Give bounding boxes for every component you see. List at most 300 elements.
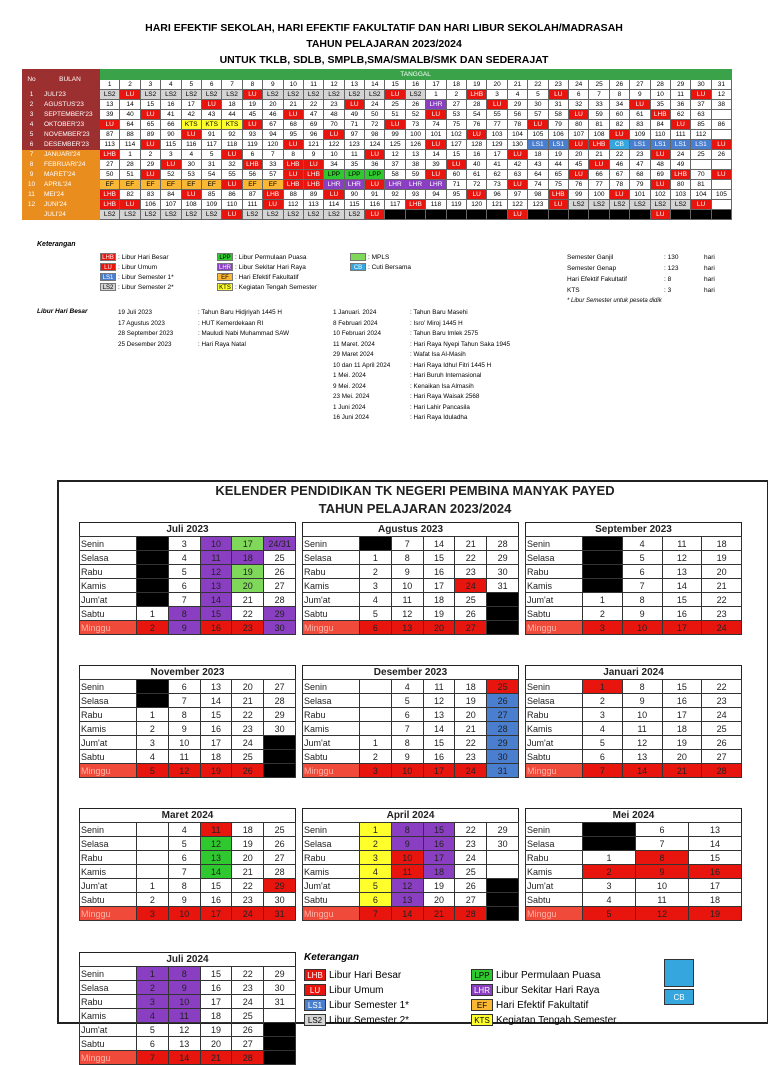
row-no: 2 [23,100,41,110]
day-cell: 28 [120,160,140,170]
holiday-date: 17 Agustus 2023 [118,319,165,327]
day-cell: 101 [426,130,446,140]
tk-date-cell: 15 [200,967,232,981]
day-cell [548,210,568,220]
tk-date-cell: 5 [622,551,662,565]
month-row [23,110,732,120]
tk-date-cell: 1 [137,967,169,981]
legend-swatch: LU [100,263,116,271]
day-cell: 119 [446,200,466,210]
day-header: 11 [303,80,323,90]
tk-date-cell [137,823,169,837]
tk-date-cell: 8 [391,823,423,837]
tk-date-cell: 1 [583,593,623,607]
title-line-3: UNTUK TKLB, SDLB, SMPLB,SMA/SMALB/SMK DAN SEDERAJAT [219,54,549,66]
tk-date-cell: 4 [391,680,423,694]
day-cell: 102 [650,190,670,200]
tk-legend-swatch: LU [304,984,326,996]
tk-date-cell: 13 [200,680,232,694]
day-cell: 84 [650,120,670,130]
tk-day-label: Jum'at [303,879,360,893]
day-cell: LS2 [650,200,670,210]
tk-date-cell: 3 [168,537,200,551]
tk-date-cell: 12 [391,879,423,893]
day-cell: LHR [385,180,405,190]
day-cell: 37 [385,160,405,170]
holiday-date: 25 Desember 2023 [118,340,172,348]
tk-date-cell: 10 [391,579,423,593]
day-cell: 50 [365,110,385,120]
day-cell: 44 [222,110,242,120]
month-row [23,140,732,150]
day-cell: 34 [324,160,344,170]
tk-month-table [79,822,296,921]
day-cell: 87 [100,130,120,140]
day-cell: LU [201,100,221,110]
day-cell: EF [201,180,221,190]
day-cell: 52 [161,170,181,180]
semester-value: : 130 [664,254,679,261]
tk-legend-item [304,969,401,981]
tk-date-cell: 4 [360,865,392,879]
tk-date-cell: 7 [168,865,200,879]
day-cell: LHB [303,180,323,190]
day-cell: LHB [467,90,487,100]
day-cell: LU [263,200,283,210]
month-row [23,180,732,190]
tk-date-cell: 10 [168,995,200,1009]
day-cell: 104 [507,130,527,140]
tk-date-cell: 8 [636,851,689,865]
tk-date-cell: 14 [622,764,662,778]
tk-date-cell [360,708,392,722]
tk-date-cell: 10 [200,537,232,551]
day-cell: LS1 [548,140,568,150]
tk-legend-item [304,999,409,1011]
day-cell: LU [548,200,568,210]
tk-day-label: Senin [526,823,583,837]
day-cell [528,210,548,220]
tk-date-cell: 15 [423,736,455,750]
day-cell: 20 [263,100,283,110]
tk-day-label: Rabu [80,565,137,579]
semester-row [567,274,715,285]
tk-day-label: Senin [303,680,360,694]
semester-note: * Libur Semester untuk peseta didik [567,298,662,304]
holiday-row [333,371,510,382]
tk-legend-text: Libur Semester 2* [329,1014,410,1026]
holiday-date: 1 Juni 2024 [333,403,366,411]
tk-date-cell: 27 [264,851,296,865]
tk-date-cell: 24 [455,764,487,778]
tk-month [525,522,742,635]
tk-date-cell: 6 [168,579,200,593]
tk-day-label: Minggu [80,621,137,635]
tk-date-cell [487,893,519,907]
tk-month-table [525,536,742,635]
day-cell: 10 [650,90,670,100]
tk-date-cell: 25 [487,680,519,694]
day-cell: 14 [426,150,446,160]
tk-day-label: Sabtu [80,1037,137,1051]
tk-date-cell: 12 [391,607,423,621]
day-cell: EF [181,180,201,190]
tk-day-label: Sabtu [303,607,360,621]
day-cell: 4 [181,150,201,160]
holiday-date: 10 dan 11 April 2024 [333,361,391,369]
tk-date-cell: 13 [689,823,742,837]
month-row [23,200,732,210]
tk-month-title: Desember 2023 [302,665,519,679]
day-cell: 99 [568,190,588,200]
tk-date-cell: 24 [702,621,742,635]
tk-date-cell: 2 [137,722,169,736]
tk-date-cell: 16 [423,565,455,579]
day-cell: EF [263,180,283,190]
day-cell: LS2 [100,90,120,100]
holiday-list-right [333,308,510,424]
tk-day-label: Jum'at [80,1023,137,1037]
tk-date-cell [137,579,169,593]
tk-date-cell: 18 [662,722,702,736]
tk-month [525,665,742,778]
tk-day-label: Rabu [80,995,137,1009]
day-cell: 69 [303,120,323,130]
tk-date-cell: 23 [455,750,487,764]
tk-date-cell [583,551,623,565]
tk-month [525,808,742,921]
day-header: 29 [670,80,690,90]
tk-date-cell: 5 [360,879,392,893]
day-cell: LS2 [283,90,303,100]
title-line-1: HARI EFEKTIF SEKOLAH, HARI EFEKTIF FAKULTATIF DAN HARI LIBUR SEKOLAH/MADRASAH [145,22,623,34]
day-cell [691,210,711,220]
day-cell: 66 [161,120,181,130]
tk-date-cell: 21 [232,694,264,708]
day-cell: 30 [181,160,201,170]
day-cell: 85 [691,120,711,130]
day-cell: LHB [589,140,609,150]
day-cell: 61 [630,110,650,120]
tk-date-cell: 19 [423,879,455,893]
day-cell: LHB [670,170,690,180]
day-cell [568,210,588,220]
day-cell: 33 [589,100,609,110]
tk-date-cell: 3 [137,995,169,1009]
tk-date-cell: 26 [264,837,296,851]
day-cell: 77 [589,180,609,190]
tk-date-cell: 3 [137,907,169,921]
day-cell: LHB [283,160,303,170]
day-cell: 48 [650,160,670,170]
tk-date-cell: 9 [622,607,662,621]
day-header: 9 [263,80,283,90]
tk-day-label: Sabtu [80,893,137,907]
row-month: SEPTEMBER'23 [41,110,100,120]
tk-date-cell: 15 [662,680,702,694]
day-cell: 24 [365,100,385,110]
tk-date-cell [137,694,169,708]
tk-date-cell: 29 [487,823,519,837]
tk-date-cell: 5 [168,837,200,851]
day-cell: 11 [344,150,364,160]
tk-date-cell [137,593,169,607]
day-cell: 51 [120,170,140,180]
day-cell: 111 [242,200,262,210]
day-cell: 104 [691,190,711,200]
day-cell: 65 [140,120,160,130]
day-cell [609,210,629,220]
tk-date-cell: 24/31 [264,537,296,551]
tk-date-cell: 24 [232,995,264,1009]
day-cell: 72 [365,120,385,130]
tk-legend-swatch: KTS [471,1014,493,1026]
day-cell: LS1 [650,140,670,150]
day-cell: LS2 [120,210,140,220]
day-cell: LHB [100,150,120,160]
tk-date-cell: 27 [232,1037,264,1051]
tk-date-cell: 7 [168,694,200,708]
title-line-2: TAHUN PELAJARAN 2023/2024 [306,38,462,50]
day-cell: LS2 [283,210,303,220]
tk-month-title: Juli 2024 [79,952,296,966]
tk-date-cell [583,837,636,851]
tk-date-cell: 1 [360,736,392,750]
tk-date-cell: 20 [423,621,455,635]
holiday-date: 1 Januari. 2024 [333,309,377,316]
tk-day-label: Jum'at [526,593,583,607]
tk-day-label: Jum'at [80,593,137,607]
holiday-date: 19 Juli 2023 [118,309,152,316]
tk-month [302,808,519,921]
day-cell: 96 [487,190,507,200]
day-cell: 55 [487,110,507,120]
tk-legend-swatch: EF [471,999,493,1011]
tk-day-label: Minggu [526,907,583,921]
semester-summary [567,252,715,307]
day-cell [691,160,711,170]
day-cell: LHB [650,110,670,120]
day-cell: 97 [507,190,527,200]
day-cell: 15 [446,150,466,160]
day-cell: LU [568,170,588,180]
cuti-bersama-swatch: CB [664,989,694,1005]
tk-date-cell: 25 [455,593,487,607]
tk-date-cell: 24 [455,579,487,593]
tk-day-label: Minggu [80,907,137,921]
row-no: 12 [23,200,41,210]
day-cell: 88 [283,190,303,200]
tk-legend-swatch: LHB [304,969,326,981]
tk-date-cell: 15 [689,851,742,865]
tk-date-cell: 17 [689,879,742,893]
legend-swatch: KTS [217,283,233,291]
tk-title-line-1: KELENDER PENDIDIKAN TK NEGERI PEMBINA MANYAK PAYED [215,483,615,498]
tk-date-cell: 15 [423,823,455,837]
day-cell [711,110,731,120]
holiday-name: : Tahun Baru Imlek 2575 [410,330,479,337]
tk-date-cell [583,565,623,579]
tk-date-cell: 4 [137,1009,169,1023]
holiday-date: 1 Mei. 2024 [333,372,366,379]
tk-day-label: Kamis [526,722,583,736]
tk-month-title: Maret 2024 [79,808,296,822]
day-cell: LU [467,190,487,200]
day-cell: LPP [324,170,344,180]
tk-date-cell: 10 [168,907,200,921]
day-cell: 88 [120,130,140,140]
tk-month [79,665,296,778]
day-cell: 71 [446,180,466,190]
day-header: 17 [426,80,446,90]
tk-date-cell: 12 [200,837,232,851]
day-cell: 12 [385,150,405,160]
day-cell: 97 [344,130,364,140]
day-cell: 60 [609,110,629,120]
day-cell: 89 [140,130,160,140]
tk-date-cell: 6 [168,851,200,865]
tk-date-cell [487,907,519,921]
day-cell: 93 [405,190,425,200]
semester-row [567,285,715,296]
tk-date-cell: 13 [200,851,232,865]
day-cell: 51 [385,110,405,120]
day-cell: 45 [568,160,588,170]
day-header: 8 [242,80,262,90]
tk-day-label: Rabu [80,708,137,722]
tk-date-cell: 27 [264,680,296,694]
legend-item [100,252,174,262]
tk-date-cell: 14 [423,537,455,551]
day-cell: 4 [507,90,527,100]
day-header: 25 [589,80,609,90]
day-cell: LU [140,110,160,120]
tk-date-cell: 2 [137,621,169,635]
day-cell: 21 [589,150,609,160]
day-cell: LS2 [609,200,629,210]
day-cell: 74 [426,120,446,130]
tk-date-cell: 16 [662,694,702,708]
tk-day-label: Kamis [80,865,137,879]
tk-legend-item [304,1014,409,1026]
tk-month-title: Januari 2024 [525,665,742,679]
day-cell: 59 [405,170,425,180]
tk-date-cell: 31 [264,995,296,1009]
day-cell: 31 [548,100,568,110]
tk-day-label: Sabtu [526,607,583,621]
tk-date-cell: 4 [360,593,392,607]
day-cell: 32 [568,100,588,110]
day-cell: 96 [303,130,323,140]
day-cell: 80 [670,180,690,190]
tk-date-cell: 13 [168,1037,200,1051]
tk-day-label: Rabu [526,708,583,722]
tk-date-cell [583,579,623,593]
tk-month-table [302,679,519,778]
tk-date-cell: 4 [168,823,200,837]
day-cell: 85 [201,190,221,200]
tk-date-cell: 4 [583,722,623,736]
tk-date-cell: 26 [264,565,296,579]
holiday-date: 29 Maret 2024 [333,351,374,358]
day-cell: 45 [242,110,262,120]
day-cell: 76 [568,180,588,190]
day-cell: 81 [589,120,609,130]
day-cell: LS2 [242,210,262,220]
semester-value: : 123 [664,265,679,272]
day-header: 2 [120,80,140,90]
tk-date-cell: 13 [391,893,423,907]
tk-date-cell: 14 [662,579,702,593]
day-cell: 75 [548,180,568,190]
tk-date-cell: 19 [455,694,487,708]
day-cell: LHB [242,160,262,170]
day-cell: LU [324,190,344,200]
day-cell: 49 [344,110,364,120]
legend-text: : Libur Sekitar Hari Raya [235,263,306,271]
tk-day-label: Minggu [80,1051,137,1065]
day-cell: EF [161,180,181,190]
tk-date-cell: 14 [689,837,742,851]
tk-date-cell: 7 [391,722,423,736]
tk-date-cell: 21 [232,865,264,879]
legend-item [100,272,174,282]
day-cell: 68 [283,120,303,130]
day-cell: LU [568,110,588,120]
day-cell: 121 [487,200,507,210]
tk-legend-text: Libur Sekitar Hari Raya [496,984,600,996]
day-cell: 62 [487,170,507,180]
day-cell: 64 [528,170,548,180]
tk-keterangan-title: Keterangan [304,952,360,963]
day-cell: 58 [385,170,405,180]
tk-legend-swatch: LS2 [304,1014,326,1026]
day-header: 7 [222,80,242,90]
holiday-row [118,308,289,319]
day-cell: 119 [242,140,262,150]
semester-value: : 8 [664,276,672,283]
day-cell: 75 [446,120,466,130]
tk-date-cell: 24 [232,907,264,921]
holiday-row [333,319,510,330]
day-cell: 102 [446,130,466,140]
tk-month-title: Agustus 2023 [302,522,519,536]
month-row [23,150,732,160]
legend-swatch: LS2 [100,283,116,291]
legend-column-3 [350,252,411,272]
tk-date-cell: 10 [622,621,662,635]
tk-date-cell: 14 [200,593,232,607]
tk-month-table [302,536,519,635]
tk-day-label: Rabu [303,565,360,579]
tk-date-cell [264,1037,296,1051]
day-cell: 103 [670,190,690,200]
tk-date-cell: 29 [264,607,296,621]
day-header: 22 [528,80,548,90]
tk-day-label: Sabtu [526,750,583,764]
day-cell: 47 [303,110,323,120]
tk-date-cell: 22 [702,680,742,694]
tk-date-cell: 6 [360,893,392,907]
day-header: 26 [609,80,629,90]
tk-date-cell: 12 [662,551,702,565]
holiday-row [118,329,289,340]
day-cell: 23 [324,100,344,110]
day-cell: 115 [161,140,181,150]
tk-month [79,808,296,921]
tk-date-cell: 13 [200,579,232,593]
day-cell: 122 [324,140,344,150]
